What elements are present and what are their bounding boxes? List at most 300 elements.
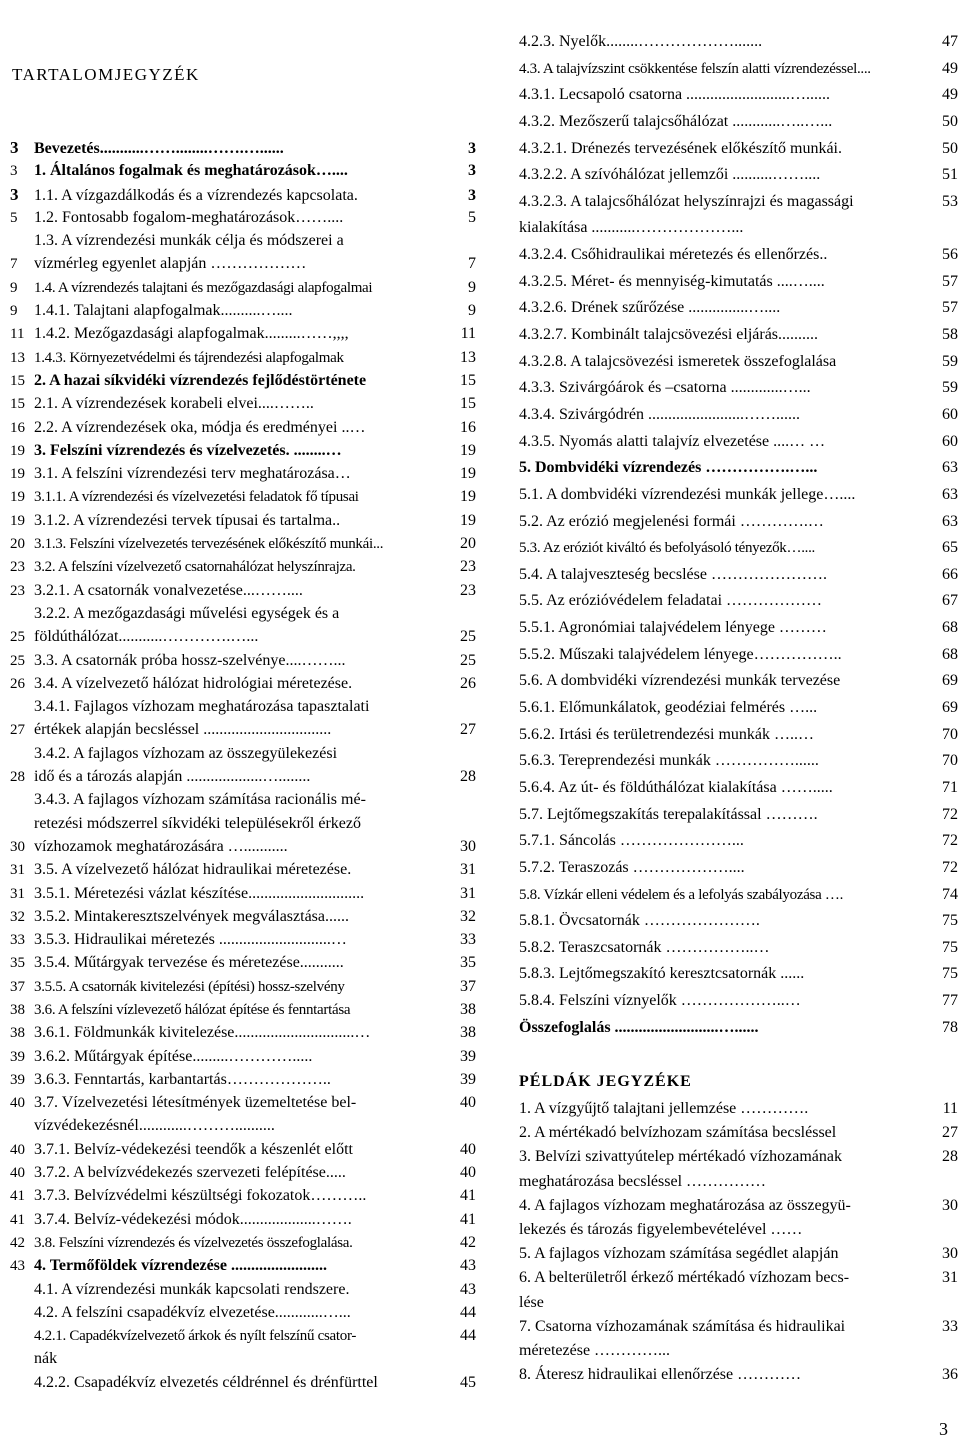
toc-entry-title: 3.7.1. Belvíz-védekezési teendők a készenlét előtt: [34, 1140, 353, 1158]
toc-entry: [10, 485, 476, 508]
toc-entry-page: 5: [468, 208, 476, 226]
toc-entry-title: 3.4.2. A fajlagos vízhozam az összegyülekezési: [34, 744, 338, 762]
toc-entry-page: 72: [942, 832, 958, 850]
toc-entry-title: 4.3.2.2. A szívóhálózat jellemzői ..........……....: [519, 166, 821, 184]
toc-entry-page: 41: [460, 1210, 476, 1228]
toc-entry-page: 63: [942, 459, 958, 477]
toc-entry-page: 71: [942, 778, 958, 796]
toc-entry-title: kialakítása ...........………………...: [519, 219, 744, 237]
toc-entry: [10, 695, 476, 718]
toc-entry-title: 1. A vízgyűjtő talajtani jellemzése ………….: [519, 1100, 809, 1117]
toc-entry: [519, 56, 958, 83]
toc-entry-title: 4.2.2. Csapadékvíz elvezetés céldrénnel és drénfürttel: [34, 1373, 378, 1391]
toc-entry: [10, 1138, 476, 1161]
toc-entry-lead-number: 13: [10, 349, 25, 366]
toc-entry-title: 3. Belvízi szivattyútelep mértékadó vízhozamának: [519, 1148, 842, 1166]
toc-entry-title: 3.5. A vízelvezető hálózat hidraulikai méretezése.: [34, 861, 352, 879]
toc-entry-page: 72: [942, 805, 958, 823]
toc-entry-page: 59: [942, 379, 958, 397]
toc-entry-lead-number: 19: [10, 466, 25, 483]
toc-entry: [10, 1045, 476, 1068]
toc-entry: [10, 998, 476, 1021]
toc-entry: [10, 1161, 476, 1184]
toc-entry-page: 58: [942, 326, 958, 344]
toc-entry-page: 59: [942, 352, 958, 370]
toc-entry-lead-number: 19: [10, 489, 25, 506]
toc-entry-title: Összefoglalás ..........................…......: [519, 1018, 759, 1036]
toc-entry-page: 28: [460, 768, 476, 786]
toc-entry-lead-number: 30: [10, 838, 25, 855]
toc-entry-page: 25: [460, 651, 476, 669]
toc-entry-page: 25: [460, 628, 476, 646]
toc-entry-page: 32: [460, 907, 476, 925]
toc-entry-lead-number: 31: [10, 885, 25, 902]
toc-entry: [10, 555, 476, 578]
toc-entry-page: 13: [460, 348, 476, 366]
toc-entry-lead-number: 23: [10, 582, 25, 599]
toc-entry: [519, 1170, 958, 1194]
toc-entry-page: 44: [460, 1327, 476, 1345]
toc-entry-page: 30: [460, 837, 476, 855]
toc-entry: [10, 252, 476, 275]
toc-entry-title: 3.5.5. A csatornák kivitelezési (építési) hossz-szelvény: [34, 978, 345, 995]
toc-entry-title: vízvédekezésnél............………..........: [34, 1117, 275, 1135]
toc-entry: [519, 1121, 958, 1145]
toc-entry-title: 5.5.2. Műszaki talajvédelem lényege……………..: [519, 645, 842, 663]
toc-entry: [519, 588, 958, 615]
toc-entry: [10, 346, 476, 369]
toc-entry-title: 5.6.4. Az út- és földúthálózat kialakítása …….....: [519, 778, 833, 796]
toc-entry-title: 4.3.2.6. Drének szűrőzése ...............…....: [519, 299, 781, 317]
toc-entry-page: 51: [942, 166, 958, 184]
toc-entry-lead-number: 15: [10, 396, 25, 413]
toc-entry-page: 78: [942, 1018, 958, 1036]
page-number: 3: [939, 1419, 948, 1439]
toc-entry-title: nák: [34, 1350, 58, 1368]
toc-entry-page: 45: [460, 1373, 476, 1391]
toc-entry-page: 19: [460, 488, 476, 506]
toc-entry-page: 16: [460, 418, 476, 436]
toc-entry: [519, 855, 958, 882]
toc-entry: [10, 1021, 476, 1044]
toc-entry: [10, 229, 476, 252]
toc-entry-title: 5.7. Lejtőmegszakítás terepalakítással ……….: [519, 805, 818, 823]
toc-entry-page: 36: [942, 1366, 958, 1384]
toc-entry: [519, 1242, 958, 1266]
toc-left-column: [10, 136, 476, 1394]
toc-entry: [10, 742, 476, 765]
toc-entry-title: 4.3. A talajvízszint csökkentése felszín alatti vízrendezéssel....: [519, 60, 871, 77]
toc-entry-title: 3.3. A csatornák próba hossz-szelvénye....……...: [34, 651, 346, 669]
toc-entry-lead-number: 41: [10, 1211, 25, 1228]
toc-entry-lead-number: 26: [10, 675, 25, 692]
toc-entry-page: 38: [460, 1000, 476, 1018]
toc-entry-title: 7. Csatorna vízhozamának számítása és hidraulikai: [519, 1317, 846, 1335]
toc-entry: [519, 402, 958, 429]
toc-entry-title: 5. A fajlagos vízhozam számítása segédlet alapján: [519, 1245, 839, 1263]
toc-entry-title: 5.6.1. Előmunkálatok, geodéziai felmérés …...: [519, 699, 818, 717]
toc-entry-title: retezési módszerrel síkvidéki településekről érkező: [34, 814, 361, 832]
toc-entry-title: 3.5.3. Hidraulikai méretezés ............................…: [34, 931, 347, 949]
toc-entry-page: 19: [460, 441, 476, 459]
toc-entry-page: 33: [942, 1317, 958, 1335]
toc-entry-title: 4.3.1. Lecsapoló csatorna ..........................…......: [519, 86, 831, 104]
toc-entry-title: lése: [519, 1293, 544, 1311]
toc-entry: [10, 1301, 476, 1324]
toc-right-column: [519, 29, 958, 1041]
toc-entry-page: 3: [468, 140, 476, 157]
toc-entry-page: 37: [460, 977, 476, 995]
toc-entry-title: 5.4. A talajveszteség becslése ………………….: [519, 565, 827, 583]
toc-entry: [10, 532, 476, 555]
toc-entry-page: 27: [942, 1124, 958, 1142]
toc-entry-page: 39: [460, 1047, 476, 1065]
toc-entry-title: 3.1.3. Felszíni vízelvezetés tervezésének előkészítő munkái...: [34, 536, 384, 553]
toc-entry-page: 26: [460, 674, 476, 692]
toc-entry-page: 70: [942, 725, 958, 743]
toc-entry-title: 5.7.2. Teraszozás ………………....: [519, 858, 745, 876]
toc-entry-page: 66: [942, 565, 958, 583]
toc-entry-title: 3.4. A vízelvezető hálózat hidrológiai méretezése.: [34, 674, 353, 692]
toc-entry-lead-number: 15: [10, 372, 25, 389]
examples-list: [519, 1070, 958, 1387]
toc-entry-title: 3.5.1. Méretezési vázlat készítése.............................: [34, 884, 365, 902]
toc-entry-page: 70: [942, 752, 958, 770]
toc-entry-page: 9: [468, 302, 476, 320]
toc-entry-title: Bevezetés...........……........…….…......: [34, 140, 284, 157]
toc-entry: [519, 775, 958, 802]
toc-entry-lead-number: 3: [10, 138, 19, 157]
toc-entry: [519, 429, 958, 456]
toc-entry: [10, 276, 476, 299]
toc-entry-page: 75: [942, 912, 958, 930]
toc-entry-title: 4.3.2.4. Csőhidraulikai méretezés és ellenőrzés..: [519, 246, 828, 264]
toc-entry-title: lekezés és tározás figyelembevételével ……: [519, 1220, 803, 1238]
toc-entry-title: 5.8.1. Övcsatornák ………………….: [519, 912, 760, 930]
toc-entry: [519, 695, 958, 722]
toc-title: TARTALOMJEGYZÉK: [12, 65, 200, 84]
toc-entry-page: 33: [460, 931, 476, 949]
toc-entry-lead-number: 40: [10, 1165, 25, 1182]
toc-entry-title: 4.3.4. Szivárgódrén ........................……......: [519, 405, 801, 423]
toc-entry: [10, 1231, 476, 1254]
toc-entry-lead-number: 9: [10, 279, 18, 296]
toc-entry-page: 49: [942, 59, 958, 77]
toc-entry-title: idő és a tározás alapján ...................…........: [34, 768, 311, 786]
toc-entry: [519, 242, 958, 269]
toc-entry-page: 44: [460, 1303, 476, 1321]
toc-entry-page: 23: [460, 581, 476, 599]
toc-entry-title: 5.6.2. Irtási és területrendezési munkák …..…: [519, 725, 815, 743]
toc-entry: [10, 765, 476, 788]
toc-entry-title: 3.1. A felszíni vízrendezési terv meghatározása…: [34, 465, 351, 483]
toc-entry-title: 3.2.2. A mezőgazdasági művelési egységek és a: [34, 604, 340, 622]
toc-entry-lead-number: 23: [10, 559, 25, 576]
toc-entry: [519, 1097, 958, 1121]
toc-entry-title: földúthálózat...........………….…...: [34, 628, 259, 646]
toc-entry-title: 3.1.1. A vízrendezési és vízelvezetési feladatok fő típusai: [34, 489, 359, 506]
toc-entry-title: 4.2.1. Capadékvízelvezető árkok és nyílt felszínű csator-: [34, 1328, 357, 1345]
toc-entry-page: 63: [942, 512, 958, 530]
examples-title: PÉLDÁK JEGYZÉKE: [519, 1073, 692, 1090]
toc-entry-title: 4. A fajlagos vízhozam meghatározása az összegyü-: [519, 1196, 851, 1214]
toc-entry-lead-number: 3: [10, 184, 19, 204]
toc-entry: [519, 642, 958, 669]
toc-entry: [519, 109, 958, 136]
toc-entry-title: 3.6.3. Fenntartás, karbantartás………………..: [34, 1070, 331, 1088]
toc-entry-title: 4.3.2.7. Kombinált talajcsövezési eljárás..........: [519, 326, 819, 344]
toc-entry: [519, 1291, 958, 1315]
toc-entry: [10, 1208, 476, 1231]
toc-entry-title: 3.7. Vízelvezetési létesítmények üzemeltetése bel-: [34, 1094, 357, 1112]
toc-entry-page: 40: [460, 1164, 476, 1182]
toc-entry: [10, 1068, 476, 1091]
toc-entry-lead-number: 5: [10, 209, 18, 226]
toc-entry-page: 20: [460, 535, 476, 553]
toc-entry-title: 5.8.4. Felszíni víznyelők ………………..…: [519, 992, 801, 1010]
toc-entry: [519, 82, 958, 109]
toc-entry-title: 3.5.4. Műtárgyak tervezése és méretezése...........: [34, 954, 344, 972]
toc-entry: [519, 1363, 958, 1387]
toc-entry: [519, 162, 958, 189]
toc-entry-title: meghatározása becsléssel ……………: [519, 1172, 767, 1190]
toc-entry: [10, 369, 476, 392]
toc-entry-title: 2.1. A vízrendezések korabeli elvei....……..: [34, 395, 314, 413]
toc-entry-title: 3.2.1. A csatornák vonalvezetése...……....: [34, 581, 303, 599]
toc-entry-title: 3.7.2. A belvízvédekezés szervezeti felépítése.....: [34, 1164, 346, 1182]
toc-entry-title: 4.1. A vízrendezési munkák kapcsolati rendszere.: [34, 1280, 350, 1298]
toc-entry-title: 3.6.2. Műtárgyak építése.........………….....: [34, 1047, 313, 1065]
toc-entry-page: 15: [460, 371, 476, 389]
toc-entry: [519, 722, 958, 749]
toc-entry: [10, 1347, 476, 1370]
toc-entry-page: 3: [468, 162, 476, 180]
toc-entry-page: 42: [460, 1233, 476, 1251]
toc-entry-title: 1.4.3. Környezetvédelmi és tájrendezési alapfogalmak: [34, 349, 344, 366]
toc-entry-page: 31: [460, 884, 476, 902]
toc-entry: [10, 1254, 476, 1277]
toc-entry: [519, 1339, 958, 1363]
toc-entry-lead-number: 16: [10, 419, 25, 436]
toc-entry-title: 5.8. Vízkár elleni védelem és a lefolyás szabályozása ….: [519, 886, 844, 903]
toc-entry-page: 41: [460, 1187, 476, 1205]
toc-entry-page: 40: [460, 1140, 476, 1158]
toc-entry-lead-number: 41: [10, 1188, 25, 1205]
toc-entry-title: 4.3.2.5. Méret- és mennyiség-kimutatás ....…....: [519, 272, 825, 290]
toc-entry-title: 3. Felszíni vízrendezés és vízelvezetés. ........…: [34, 441, 342, 459]
toc-entry-title: 2. A mértékadó belvízhozam számítása becsléssel: [519, 1124, 837, 1142]
toc-entry: [10, 835, 476, 858]
toc-entry: [519, 908, 958, 935]
toc-entry-lead-number: 25: [10, 652, 25, 669]
toc-entry-page: 57: [942, 272, 958, 290]
toc-entry: [519, 269, 958, 296]
toc-entry-title: 3.6. A felszíni vízlevezető hálózat építése és fenntartása: [34, 1001, 351, 1018]
toc-entry: [519, 482, 958, 509]
toc-entry: [10, 1114, 476, 1137]
toc-entry: [519, 1266, 958, 1290]
toc-entry-title: 3.5.2. Mintakeresztszelvények megválasztása......: [34, 907, 349, 925]
toc-entry: [10, 1184, 476, 1207]
toc-entry: [10, 905, 476, 928]
toc-entry-title: 3.4.1. Fajlagos vízhozam meghatározása tapasztalati: [34, 698, 370, 716]
toc-entry-title: 4.3.3. Szivárgóárok és –csatorna .............…...: [519, 379, 811, 397]
toc-entry-lead-number: 39: [10, 1048, 25, 1065]
toc-entry-lead-number: 28: [10, 769, 25, 786]
toc-entry-page: 69: [942, 672, 958, 690]
toc-entry: [10, 882, 476, 905]
toc-entry-title: 5.8.3. Lejtőmegszakító keresztcsatornák ......: [519, 965, 805, 983]
toc-entry-title: 4.3.2. Mezőszerű talajcsőhálózat ............…..…...: [519, 112, 833, 130]
toc-entry-page: 60: [942, 405, 958, 423]
toc-entry: [519, 1315, 958, 1339]
toc-entry-title: 4.2.3. Nyelők........……………….......: [519, 33, 763, 50]
toc-entry: [10, 183, 476, 206]
toc-entry-lead-number: 37: [10, 978, 25, 995]
toc-entry-title: 3.2. A felszíni vízelvezető csatornahálózat helyszínrajza.: [34, 559, 356, 576]
toc-entry-title: 1.4. A vízrendezés talajtani és mezőgazdasági alapfogalmai: [34, 279, 373, 296]
toc-entry-page: 11: [942, 1100, 958, 1117]
toc-entry-page: 19: [460, 511, 476, 529]
toc-entry-title: vízhozamok meghatározására …...........: [34, 837, 288, 855]
toc-entry: [10, 1371, 476, 1394]
toc-entry-lead-number: 20: [10, 536, 25, 553]
toc-entry: [519, 1145, 958, 1169]
toc-entry-page: 75: [942, 938, 958, 956]
toc-entry-title: 5.6. A dombvidéki vízrendezési munkák tervezése: [519, 672, 841, 690]
toc-entry-title: 5.8.2. Teraszcsatornák ……………..…: [519, 938, 770, 956]
toc-entry-title: méretezése …………...: [519, 1341, 671, 1359]
toc-entry: [519, 1194, 958, 1218]
toc-entry-page: 49: [942, 86, 958, 104]
toc-entry-title: 3.8. Felszíni vízrendezés és vízelvezetés összefoglalása.: [34, 1234, 353, 1251]
toc-entry-title: 5.5. Az erózióvédelem feladatai ………………: [519, 592, 823, 610]
toc-entry-title: 3.1.2. A vízrendezési tervek típusai és tartalma..: [34, 511, 341, 529]
toc-entry: [519, 295, 958, 322]
toc-entry-title: 1.4.2. Mezőgazdasági alapfogalmak.........……,,,,: [34, 325, 349, 343]
toc-entry-lead-number: 25: [10, 629, 25, 646]
toc-entry: [519, 509, 958, 536]
toc-entry-page: 57: [942, 299, 958, 317]
toc-entry-lead-number: 38: [10, 1001, 25, 1018]
toc-entry: [10, 159, 476, 182]
toc-entry: [519, 802, 958, 829]
toc-entry-title: 4.2. A felszíni csapadékvíz elvezetése............…...: [34, 1303, 351, 1321]
toc-entry: [519, 828, 958, 855]
toc-entry-title: 4.3.2.1. Drénezés tervezésének előkészítő munkái.: [519, 139, 842, 157]
toc-entry-lead-number: 19: [10, 512, 25, 529]
toc-entry-page: 72: [942, 858, 958, 876]
toc-entry: [10, 136, 476, 159]
toc-entry: [10, 579, 476, 602]
toc-entry-title: 1.2. Fontosabb fogalom-meghatározások……....: [34, 208, 344, 226]
toc-entry: [519, 535, 958, 562]
toc-entry-page: 30: [942, 1245, 958, 1263]
toc-entry-title: 4.3.2.3. A talajcsőhálózat helyszínrajzi és magassági: [519, 192, 854, 210]
toc-entry-lead-number: 40: [10, 1141, 25, 1158]
toc-entry: [10, 602, 476, 625]
toc-entry: [519, 562, 958, 589]
toc-entry-page: 65: [942, 539, 958, 557]
toc-entry: [10, 322, 476, 345]
toc-entry: [10, 392, 476, 415]
toc-entry: [519, 1015, 958, 1042]
toc-entry: [10, 788, 476, 811]
toc-entry-page: 7: [468, 255, 476, 273]
toc-entry-page: 60: [942, 432, 958, 450]
toc-entry-page: 56: [942, 246, 958, 264]
toc-entry: [10, 509, 476, 532]
toc-entry: [519, 349, 958, 376]
toc-entry-page: 15: [460, 395, 476, 413]
toc-entry: [10, 718, 476, 741]
toc-entry-page: 74: [942, 885, 958, 903]
toc-entry-title: 3.6.1. Földmunkák kivitelezése..............................…: [34, 1024, 371, 1042]
toc-entry-page: 11: [460, 325, 476, 343]
toc-entry-title: 4.3.2.8. A talajcsövezési ismeretek összefoglalása: [519, 352, 837, 370]
toc-entry: [10, 975, 476, 998]
toc-entry: [519, 748, 958, 775]
toc-entry: [519, 375, 958, 402]
toc-entry-lead-number: 9: [10, 303, 18, 320]
toc-entry-title: 1. Általános fogalmak és meghatározások…....: [34, 162, 348, 180]
toc-entry-title: 4. Termőföldek vízrendezése ........................: [34, 1257, 328, 1275]
toc-entry-page: 40: [460, 1094, 476, 1112]
toc-entry-lead-number: 40: [10, 1095, 25, 1112]
toc-entry-lead-number: 32: [10, 908, 25, 925]
toc-entry-title: 5.3. Az eróziót kiváltó és befolyásoló tényezők…....: [519, 540, 815, 557]
toc-entry: [519, 668, 958, 695]
toc-entry: [519, 1218, 958, 1242]
toc-entry-title: 4.3.5. Nyomás alatti talajvíz elvezetése ....… …: [519, 432, 826, 450]
toc-entry-title: 5.1. A dombvidéki vízrendezési munkák jellege…....: [519, 485, 856, 503]
toc-entry-page: 27: [460, 721, 476, 739]
toc-entry-page: 19: [460, 465, 476, 483]
toc-entry: [10, 858, 476, 881]
toc-entry-lead-number: 42: [10, 1234, 25, 1251]
toc-entry-title: értékek alapján becsléssel ................................: [34, 721, 332, 739]
toc-entry-title: 5.6.3. Tereprendezési munkák ……………......: [519, 752, 819, 770]
toc-entry: [519, 29, 958, 56]
toc-entry-page: 39: [460, 1070, 476, 1088]
toc-entry-title: 3.4.3. A fajlagos vízhozam számítása racionális mé-: [34, 791, 366, 809]
toc-entry-page: 31: [942, 1269, 958, 1287]
toc-entry-title: 1.1. A vízgazdálkodás és a vízrendezés kapcsolata.: [34, 186, 358, 204]
toc-entry-page: 50: [942, 112, 958, 130]
toc-entry: [10, 416, 476, 439]
toc-entry: [10, 812, 476, 835]
toc-entry-page: 69: [942, 699, 958, 717]
toc-entry-lead-number: 11: [10, 326, 25, 343]
toc-entry-page: 31: [460, 861, 476, 879]
toc-entry: [519, 988, 958, 1015]
toc-entry: [10, 928, 476, 951]
toc-entry-lead-number: 35: [10, 955, 25, 972]
toc-entry: [519, 961, 958, 988]
toc-entry: [10, 439, 476, 462]
toc-entry-page: 63: [942, 485, 958, 503]
toc-entry-page: 9: [468, 278, 476, 296]
toc-entry: [519, 455, 958, 482]
toc-entry-lead-number: 31: [10, 862, 25, 879]
toc-entry-lead-number: 33: [10, 932, 25, 949]
toc-entry: [10, 1324, 476, 1347]
toc-entry-title: 2.2. A vízrendezések oka, módja és eredményei ..…: [34, 418, 366, 436]
toc-entry-lead-number: 39: [10, 1071, 25, 1088]
toc-entry-page: 23: [460, 558, 476, 576]
toc-entry-title: 5.5.1. Agronómiai talajvédelem lényege ………: [519, 619, 827, 637]
toc-entry-title: 5.2. Az erózió megjelenési formái ………….…: [519, 512, 824, 530]
